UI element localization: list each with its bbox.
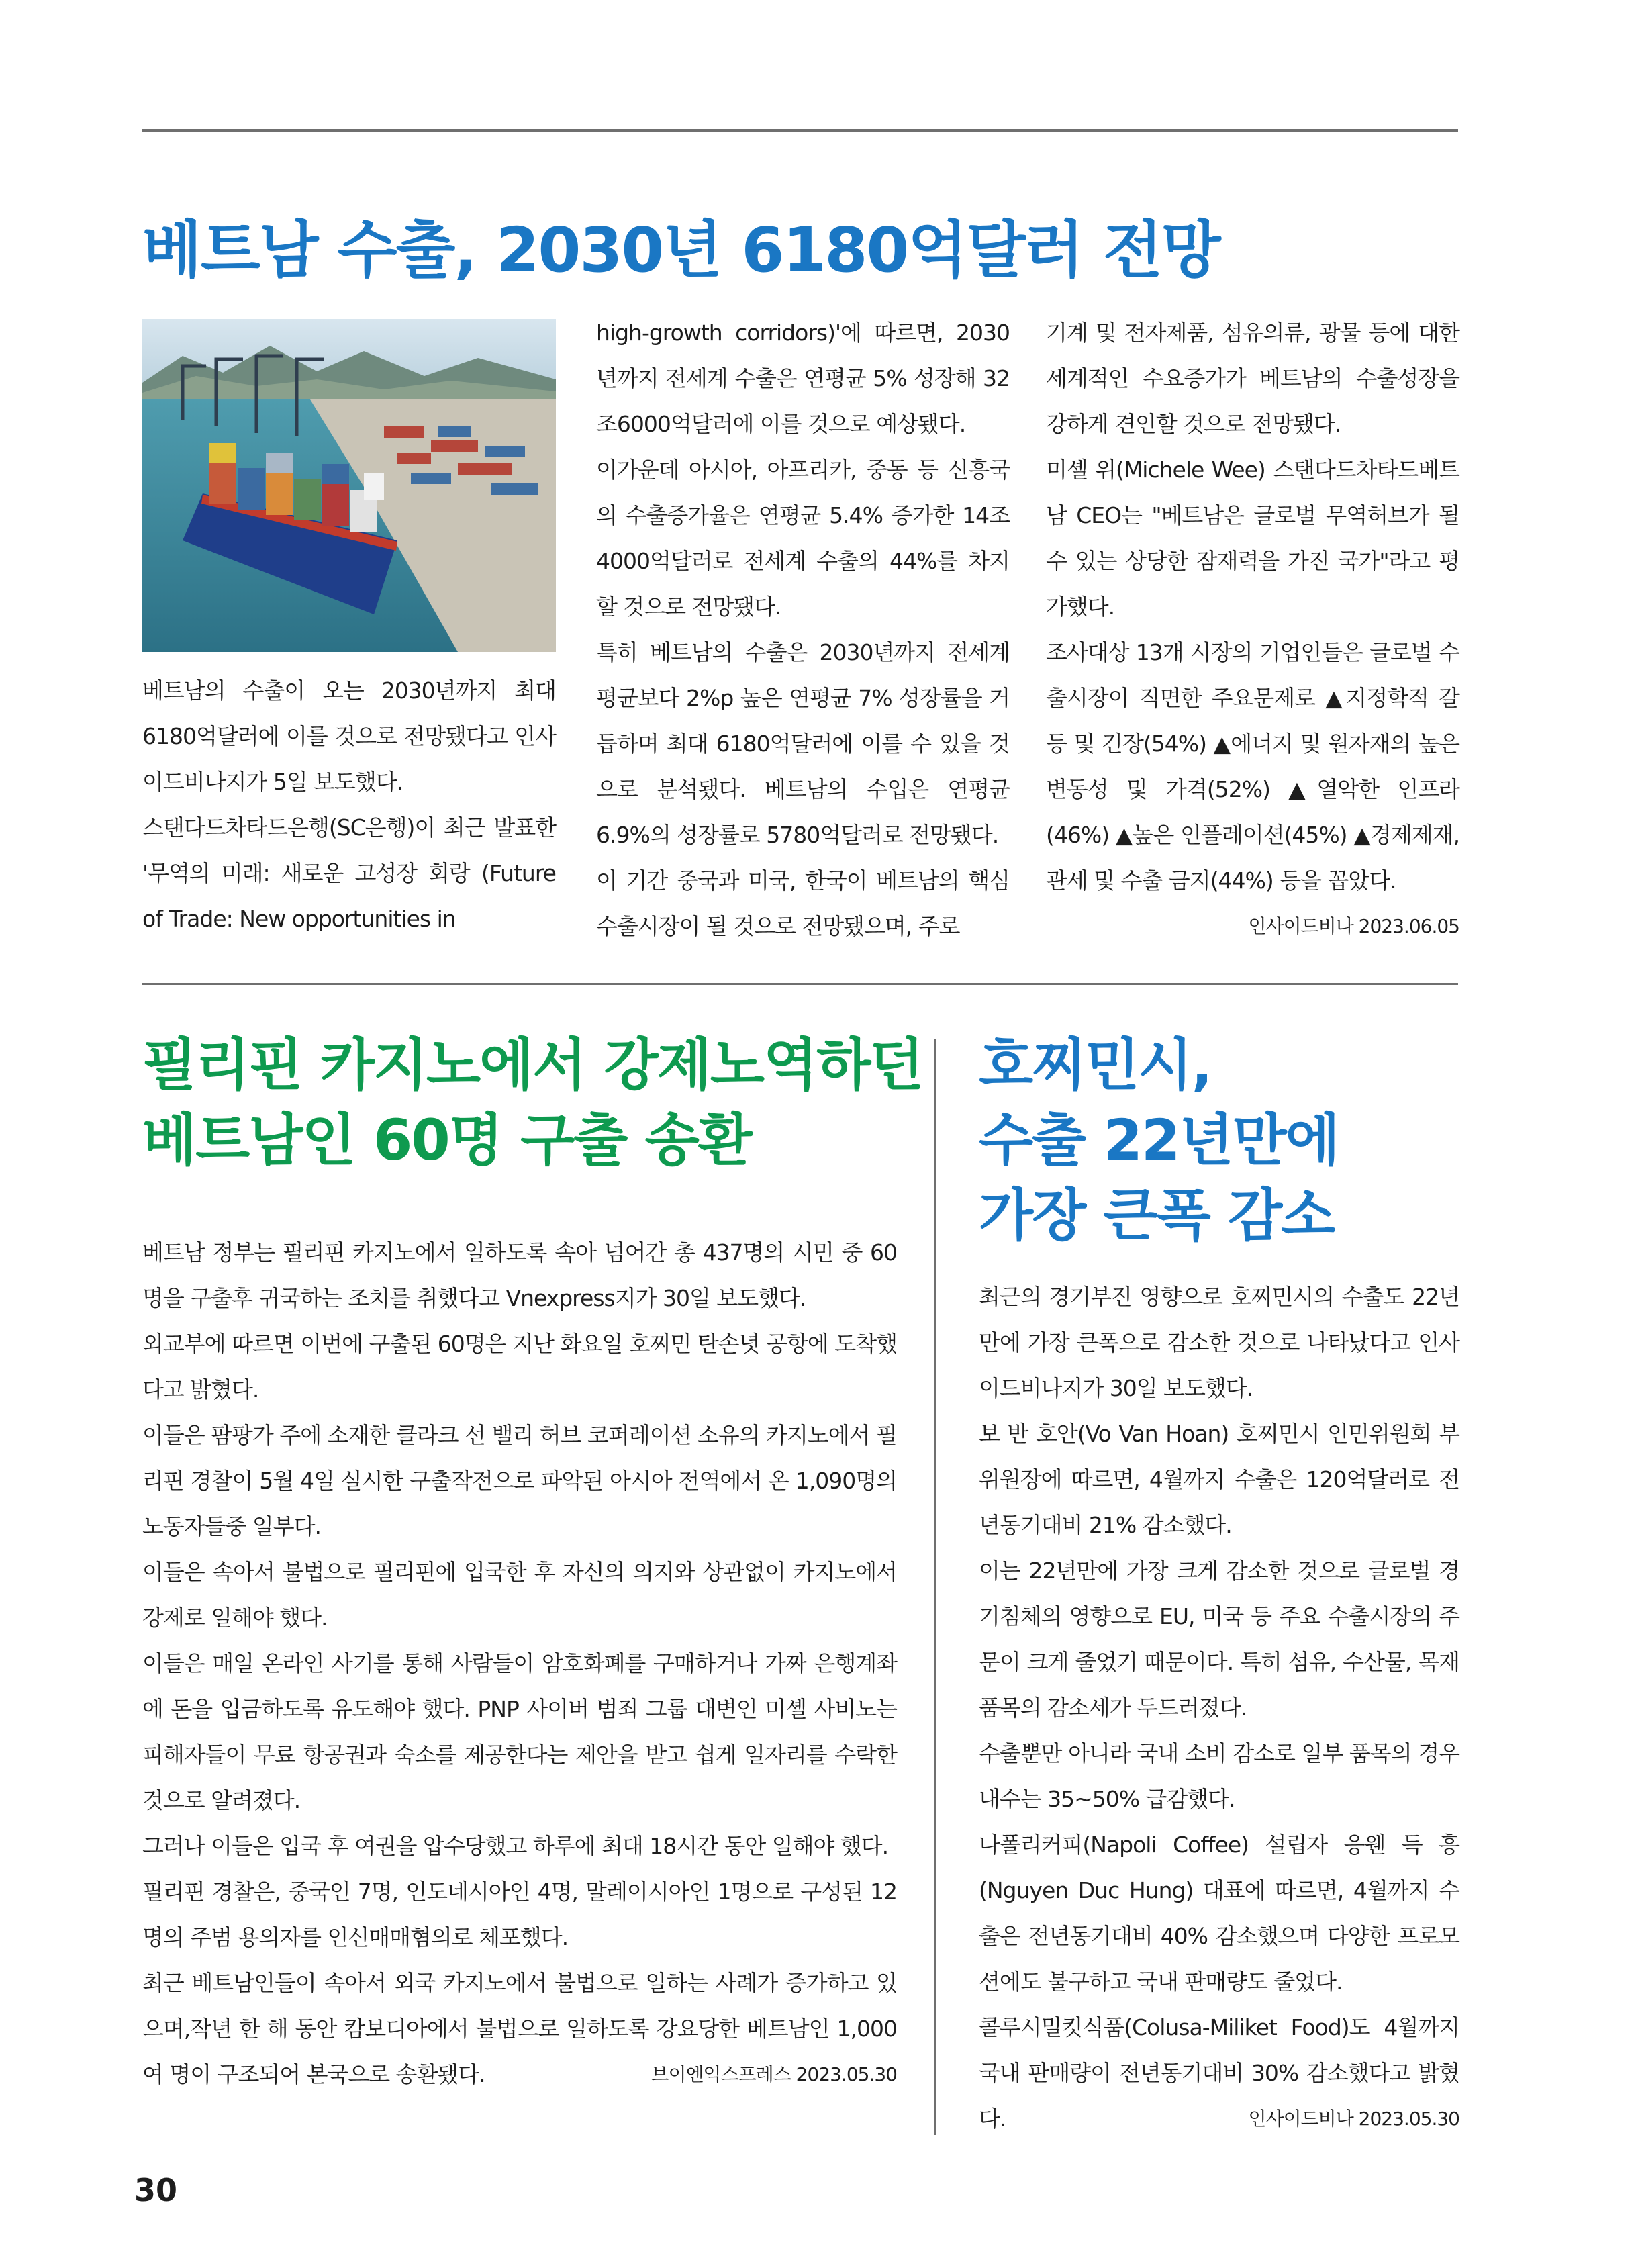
page-number: 30 (134, 2172, 178, 2208)
paragraph: 최근의 경기부진 영향으로 호찌민시의 수출도 22년만에 가장 큰폭으로 감소한 것으로 나타났다고 인사이드비나지가 30일 보도했다. (979, 1284, 1459, 1401)
article1-column-2 (596, 310, 1010, 949)
paragraph: 이가운데 아시아, 아프리카, 중동 등 신흥국의 수출증가율은 연평균 5.4% 증가한 14조4000억달러로 전세계 수출의 44%를 차지할 것으로 전망됐다. (596, 457, 1010, 620)
paragraph (1046, 630, 1459, 937)
paragraph-text: 최근 베트남인들이 속아서 외국 카지노에서 불법으로 일하는 사례가 증가하고 있으며,작년 한 해 동안 캄보디아에서 불법으로 일하도록 강요당한 베트남인 1,000여 명이 구조되어 본국으로 송환됐다. (142, 1970, 897, 2087)
source-credit: 브이엔익스프레스 2023.05.30 (651, 2063, 897, 2085)
paragraph: 외교부에 따르면 이번에 구출된 60명은 지난 화요일 호찌민 탄손녓 공항에 도착했다고 밝혔다. (142, 1331, 897, 1403)
paragraph: 미셸 위(Michele Wee) 스탠다드차타드베트남 CEO는 "베트남은 글로벌 무역허브가 될 수 있는 상당한 잠재력을 가진 국가"라고 평가했다. (1046, 457, 1459, 620)
article2-body (142, 1230, 897, 2097)
paragraph: high-growth corridors)'에 따르면, 2030년까지 전세계 수출은 연평균 5% 성장해 32조6000억달러에 이를 것으로 예상됐다. (596, 320, 1010, 437)
paragraph: 이 기간 중국과 미국, 한국이 베트남의 핵심 수출시장이 될 것으로 전망됐으며, 주로 (596, 867, 1010, 939)
article3-title (979, 1027, 1339, 1253)
paragraph: 이들은 속아서 불법으로 필리핀에 입국한 후 자신의 의지와 상관없이 카지노에서 강제로 일해야 했다. (142, 1559, 897, 1631)
source-credit: 인사이드비나 2023.06.05 (1248, 915, 1459, 937)
paragraph (142, 1960, 897, 2097)
paragraph (979, 2005, 1459, 2142)
column-divider (934, 1039, 936, 2135)
article2-title (142, 1027, 923, 1178)
paragraph: 나폴리커피(Napoli Coffee) 설립자 응웬 득 흥(Nguyen Duc Hung) 대표에 따르면, 4월까지 수출은 전년동기대비 40% 감소했으며 다양한 프로모션에도 불구하고 국내 판매량도 줄었다. (979, 1832, 1459, 1995)
title-line: 베트남인 60명 구출 송환 (142, 1107, 751, 1173)
paragraph: 베트남 정부는 필리핀 카지노에서 일하도록 속아 넘어간 총 437명의 시민 중 60명을 구출후 귀국하는 조치를 취했다고 Vnexpress지가 30일 보도했다. (142, 1239, 897, 1311)
container-ship-photo (142, 319, 556, 652)
title-line: 수출 22년만에 (979, 1107, 1339, 1173)
title-line: 필리핀 카지노에서 강제노역하던 (142, 1032, 923, 1098)
paragraph: 이는 22년만에 가장 크게 감소한 것으로 글로벌 경기침체의 영향으로 EU, 미국 등 주요 수출시장의 주문이 크게 줄었기 때문이다. 특히 섬유, 수산물, 목재 품목의 감소세가 두드러졌다. (979, 1558, 1459, 1721)
paragraph: 이들은 매일 온라인 사기를 통해 사람들이 암호화폐를 구매하거나 가짜 은행계좌에 돈을 입금하도록 유도해야 했다. PNP 사이버 범죄 그룹 대변인 미셸 사비노는 피해자들이 무료 항공권과 숙소를 제공한다는 제안을 받고 쉽게 일자리를 수락한 것으로 알려졌다. (142, 1650, 897, 1813)
paragraph: 이들은 팜팡가 주에 소재한 클라크 선 밸리 허브 코퍼레이션 소유의 카지노에서 필리핀 경찰이 5월 4일 실시한 구출작전으로 파악된 아시아 전역에서 온 1,090명의 노동자들중 일부다. (142, 1422, 897, 1540)
paragraph: 베트남의 수출이 오는 2030년까지 최대 6180억달러에 이를 것으로 전망됐다고 인사이드비나지가 5일 보도했다. (142, 677, 556, 795)
paragraph-text: 조사대상 13개 시장의 기업인들은 글로벌 수출시장이 직면한 주요문제로 ▲지정학적 갈등 및 긴장(54%) ▲에너지 및 원자재의 높은 변동성 및 가격(52%) ▲열악한 인프라(46%) ▲높은 인플레이션(45%) ▲경제제재, 관세 및 수출 금지(44%) 등을 꼽았다. (1046, 639, 1459, 894)
paragraph-text: 콜루시밀킷식품(Colusa-Miliket Food)도 4월까지 국내 판매량이 전년동기대비 30% 감소했다고 밝혔다. (979, 2014, 1459, 2132)
article1-title: 베트남 수출, 2030년 6180억달러 전망 (142, 214, 1220, 286)
paragraph: 스탠다드차타드은행(SC은행)이 최근 발표한 '무역의 미래: 새로운 고성장 회랑 (Future of Trade: New opportunities in (142, 814, 556, 932)
paragraph: 기계 및 전자제품, 섬유의류, 광물 등에 대한 세계적인 수요증가가 베트남의 수출성장을 강하게 견인할 것으로 전망됐다. (1046, 320, 1459, 437)
title-line: 가장 큰폭 감소 (979, 1182, 1335, 1248)
paragraph: 필리핀 경찰은, 중국인 7명, 인도네시아인 4명, 말레이시아인 1명으로 구성된 12명의 주범 용의자를 인신매매혐의로 체포했다. (142, 1879, 897, 1950)
article1-column-1 (142, 668, 556, 942)
top-rule (142, 129, 1458, 132)
paragraph: 특히 베트남의 수출은 2030년까지 전세계 평균보다 2%p 높은 연평균 7% 성장률을 거듭하며 최대 6180억달러에 이를 수 있을 것으로 분석됐다. 베트남의 수입은 연평균 6.9%의 성장률로 5780억달러로 전망됐다. (596, 639, 1010, 848)
paragraph: 보 반 호안(Vo Van Hoan) 호찌민시 인민위원회 부위원장에 따르면, 4월까지 수출은 120억달러로 전년동기대비 21% 감소했다. (979, 1421, 1459, 1538)
article3-body (979, 1274, 1459, 2142)
article1-column-3 (1046, 310, 1459, 949)
source-credit: 인사이드비나 2023.05.30 (1248, 2108, 1459, 2130)
section-divider (142, 983, 1458, 985)
paragraph: 그러나 이들은 입국 후 여권을 압수당했고 하루에 최대 18시간 동안 일해야 했다. (142, 1833, 889, 1859)
title-line: 호찌민시, (979, 1032, 1212, 1098)
paragraph: 수출뿐만 아니라 국내 소비 감소로 일부 품목의 경우 내수는 35~50% 급감했다. (979, 1740, 1459, 1812)
